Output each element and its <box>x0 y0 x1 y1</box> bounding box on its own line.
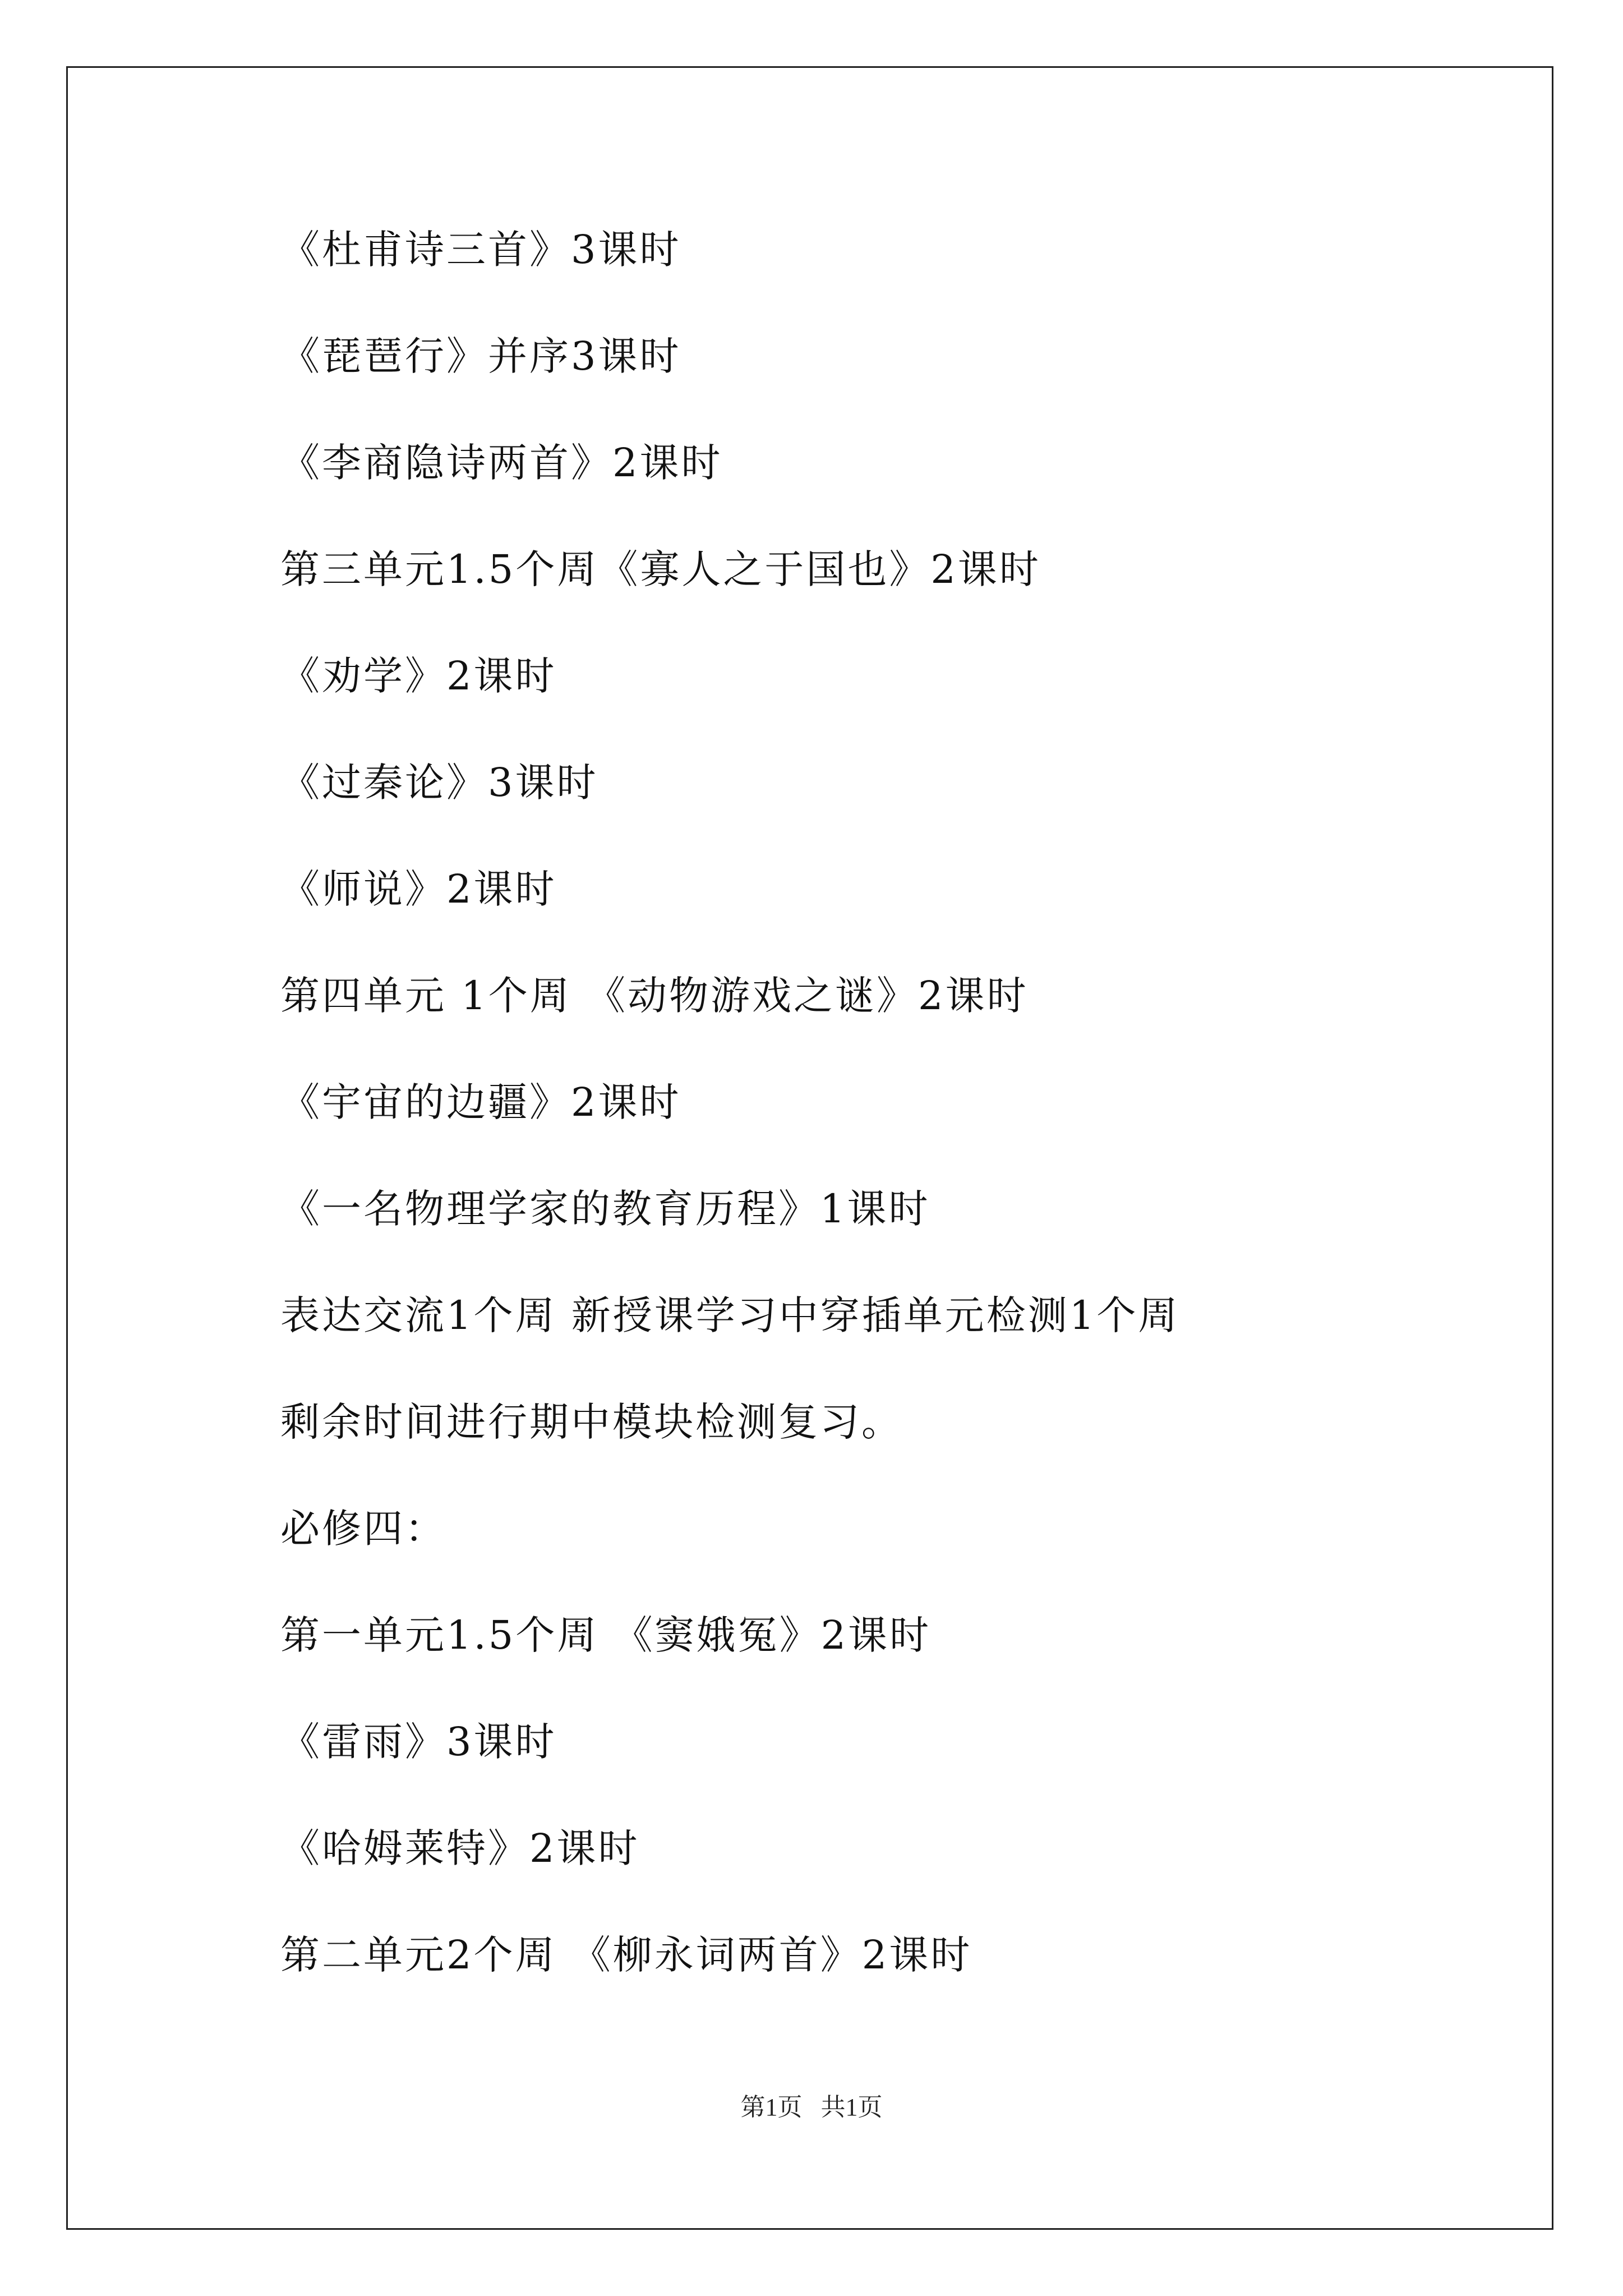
text-line: 第一单元1.5个周 《窦娥冤》2课时 <box>280 1612 932 1658</box>
text-line: 《杜甫诗三首》3课时 <box>280 227 681 273</box>
text-line: 《李商隐诗两首》2课时 <box>280 440 723 486</box>
text-line: 《师说》2课时 <box>280 866 557 912</box>
page-number-footer: 第1页 共1页 <box>740 2093 883 2121</box>
text-line: 《哈姆莱特》2课时 <box>280 1825 640 1871</box>
text-line: 剩余时间进行期中模块检测复习。 <box>280 1399 903 1445</box>
text-line: 第四单元 1个周 《动物游戏之谜》2课时 <box>280 973 1029 1019</box>
document-body <box>280 224 1514 2036</box>
text-line: 表达交流1个周 新授课学习中穿插单元检测1个周 <box>280 1292 1180 1338</box>
section-heading: 必修四： <box>280 1506 446 1552</box>
text-line: 《过秦论》3课时 <box>280 760 598 806</box>
text-line: 《琵琶行》并序3课时 <box>280 333 681 379</box>
text-line: 《宇宙的边疆》2课时 <box>280 1079 681 1125</box>
text-line: 第三单元1.5个周《寡人之于国也》2课时 <box>280 546 1041 592</box>
text-line: 《雷雨》3课时 <box>280 1719 557 1765</box>
text-line: 《劝学》2课时 <box>280 653 557 699</box>
text-line: 《一名物理学家的教育历程》1课时 <box>280 1186 930 1232</box>
text-line: 第二单元2个周 《柳永词两首》2课时 <box>280 1932 972 1978</box>
